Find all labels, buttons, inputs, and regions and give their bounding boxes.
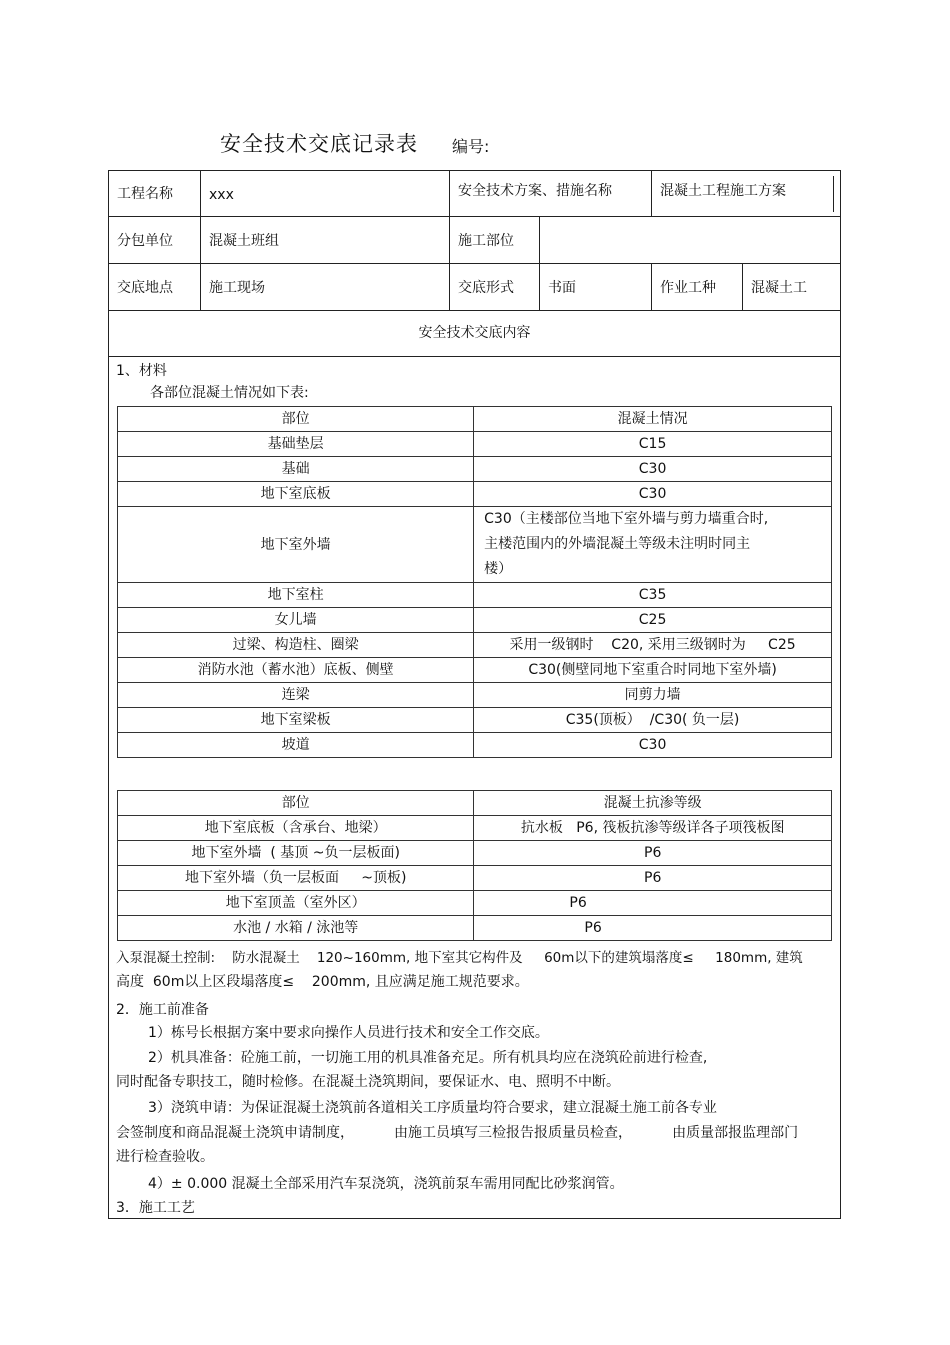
table-cell: C35: [474, 583, 832, 608]
form-value: 书面: [548, 279, 576, 296]
table-header-cell: 混凝土抗渗等级: [474, 791, 832, 816]
wall-note-line: 主楼范围内的外墙混凝土等级未注明时同主: [484, 536, 751, 552]
section-heading-preparation: 2．施工前准备: [116, 1002, 209, 1018]
table-cell: P6: [474, 891, 832, 916]
prep-item-1: 1）栋号长根据方案中要求向操作人员进行技术和安全工作交底。: [148, 1025, 549, 1041]
materials-intro: 各部位混凝土情况如下表:: [150, 385, 309, 401]
prep-item-3-line-3: 进行检查验收。: [116, 1149, 214, 1165]
trade-value: 混凝土工: [751, 279, 807, 296]
scheme-label: 安全技术方案、措施名称: [458, 183, 612, 199]
table-cell: 地下室底板: [118, 482, 474, 507]
table-cell: C30: [474, 482, 832, 507]
project-name-label: 工程名称: [117, 186, 173, 202]
row-divider: [108, 356, 841, 357]
table-cell: 水池 / 水箱 / 泳池等: [118, 916, 474, 941]
row-divider: [108, 310, 841, 311]
table-cell: 采用一级钢时 C20, 采用三级钢时为 C25: [474, 633, 832, 658]
table-cell: C35(顶板） /C30( 负一层): [474, 708, 832, 733]
pump-control-line-1: 入泵混凝土控制: 防水混凝土 120~160mm, 地下室其它构件及 60m以下的建筑塌落度≤ 180mm, 建筑: [116, 950, 803, 966]
table-row: [118, 482, 832, 507]
site-label: 交底地点: [117, 279, 173, 296]
form-label: 交底形式: [458, 279, 514, 296]
table-cell: C30: [474, 733, 832, 758]
table-cell: [474, 507, 832, 583]
table-cell: C25: [474, 608, 832, 633]
table-cell: 同剪力墙: [474, 683, 832, 708]
table-row: [118, 708, 832, 733]
table-cell: 地下室外墙 ( 基顶 ~负一层板面): [118, 841, 474, 866]
table-cell: 地下室外墙: [118, 507, 474, 583]
prep-item-2-line-2: 同时配备专职技工，随时检修。在混凝土浇筑期间，要保证水、电、照明不中断。: [116, 1074, 620, 1090]
table-cell: 过梁、构造柱、圈梁: [118, 633, 474, 658]
subcontractor-value: 混凝土班组: [209, 232, 279, 249]
content-section-title: 安全技术交底内容: [418, 325, 531, 341]
serial-number-label: 编号:: [452, 137, 490, 156]
table-cell: P6: [474, 866, 832, 891]
table-cell: 消防水池（蓄水池）底板、侧壁: [118, 658, 474, 683]
prep-item-3-line-2: 会签制度和商品混凝土浇筑申请制度， 由施工员填写三检报告报质量员检查， 由质量部报监理部门: [116, 1125, 799, 1141]
pump-control-line-2: 高度 60m以上区段塌落度≤ 200mm, 且应满足施工规范要求。: [116, 974, 529, 990]
table-row: [118, 658, 832, 683]
table-row: [118, 733, 832, 758]
location-label: 施工部位: [458, 232, 514, 249]
table-header-cell: 部位: [118, 791, 474, 816]
location-value: [539, 216, 841, 263]
table-header-row: [118, 791, 832, 816]
table-cell: 地下室外墙（负一层板面 ~顶板): [118, 866, 474, 891]
table-row: [118, 432, 832, 457]
document-title: 安全技术交底记录表: [220, 132, 418, 156]
table-row: [118, 916, 832, 941]
table-cell: 抗水板 P6, 筏板抗渗等级详各子项筏板图: [474, 816, 832, 841]
table-cell: P6: [474, 916, 832, 941]
table-row: [118, 891, 832, 916]
prep-item-4: 4）± 0.000 混凝土全部采用汽车泵浇筑，浇筑前泵车需用同配比砂浆润管。: [148, 1176, 624, 1192]
section-heading-materials: 1、材料: [116, 363, 167, 379]
wall-note-line: 楼）: [484, 561, 513, 577]
prep-item-3-line-1: 3）浇筑申请：为保证混凝土浇筑前各道相关工序质量均符合要求，建立混凝土施工前各专业: [148, 1100, 717, 1116]
table-cell: 女儿墙: [118, 608, 474, 633]
table-cell: 基础: [118, 457, 474, 482]
table-cell: C30: [474, 457, 832, 482]
subcontractor-label: 分包单位: [117, 232, 173, 249]
table-cell: 地下室底板（含承台、地梁）: [118, 816, 474, 841]
table-row: [118, 841, 832, 866]
table-row: [118, 633, 832, 658]
table-row: [118, 866, 832, 891]
trade-label: 作业工种: [660, 279, 716, 296]
table-header-row: [118, 407, 832, 432]
table-row: [118, 683, 832, 708]
prep-item-2-line-1: 2）机具准备：砼施工前，一切施工用的机具准备充足。所有机具均应在浇筑砼前进行检查,: [148, 1050, 708, 1066]
col-divider: [833, 176, 834, 212]
table-header-cell: 部位: [118, 407, 474, 432]
table-row: [118, 608, 832, 633]
concrete-grade-table: [117, 406, 832, 758]
project-name-value: xxx: [209, 187, 234, 203]
table-row: [118, 507, 832, 583]
table-cell: 地下室顶盖（室外区）: [118, 891, 474, 916]
table-header-cell: 混凝土情况: [474, 407, 832, 432]
wall-note-line: C30（主楼部位当地下室外墙与剪力墙重合时,: [484, 511, 769, 527]
table-row: [118, 816, 832, 841]
table-cell: 基础垫层: [118, 432, 474, 457]
impermeability-grade-table: [117, 790, 832, 941]
scheme-value: 混凝土工程施工方案: [660, 183, 786, 199]
section-heading-process: 3．施工工艺: [116, 1200, 195, 1216]
table-cell: C30(侧壁同地下室重合时同地下室外墙): [474, 658, 832, 683]
table-cell: 坡道: [118, 733, 474, 758]
table-cell: 地下室梁板: [118, 708, 474, 733]
table-cell: P6: [474, 841, 832, 866]
site-value: 施工现场: [209, 279, 265, 296]
table-cell: 连梁: [118, 683, 474, 708]
table-cell: C15: [474, 432, 832, 457]
table-row: [118, 583, 832, 608]
table-cell: 地下室柱: [118, 583, 474, 608]
table-row: [118, 457, 832, 482]
